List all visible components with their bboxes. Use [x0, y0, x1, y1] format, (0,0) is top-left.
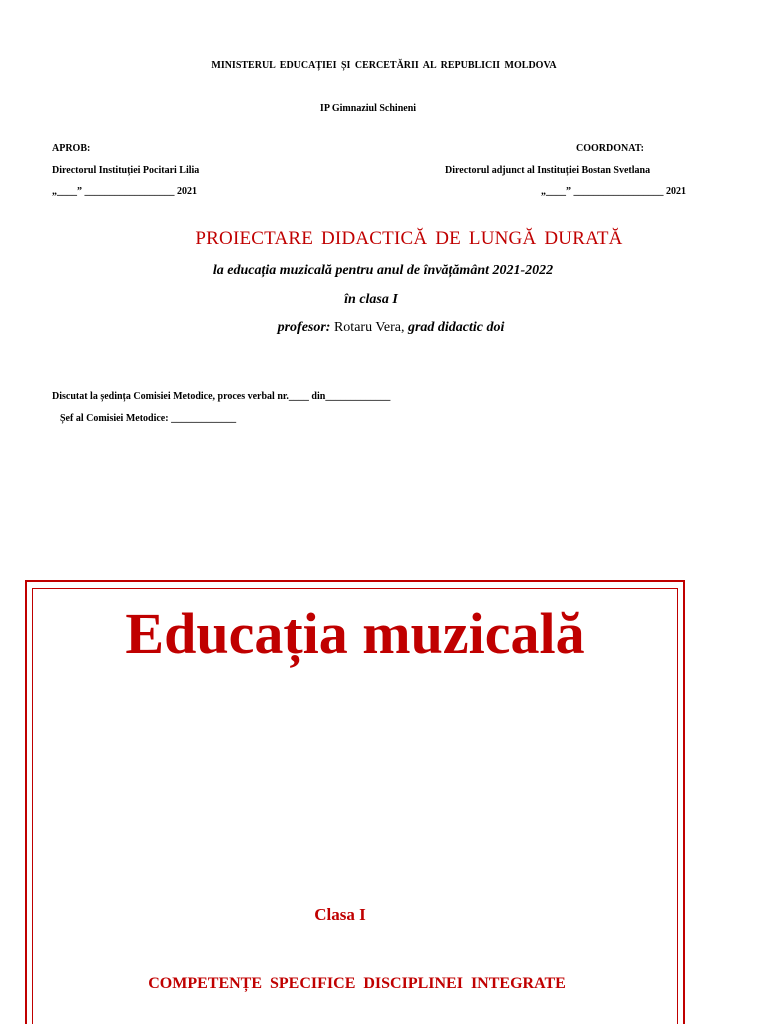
teacher-name: Rotaru Vera, [330, 320, 405, 335]
subject-line: la educația muzicală pentru anul de învățământ 2021-2022 [212, 263, 554, 278]
discussion-line: Discutat la ședința Comisiei Metodice, proces verbal nr.____ din_____________ [52, 391, 391, 402]
plan-title: PROIECTARE DIDACTICĂ DE LUNGĂ DURATĂ [195, 228, 623, 249]
deputy-director-name: Directorul adjunct al Instituției Bostan Svetlana [445, 165, 651, 176]
coordinated-date-line: „____” __________________ 2021 [541, 186, 686, 197]
competences-heading: COMPETENȚE SPECIFICE DISCIPLINEI INTEGRATE [148, 975, 566, 992]
cover-title: Educația muzicală [125, 601, 585, 666]
coordinated-label: COORDONAT: [576, 143, 644, 154]
teacher-line [0, 320, 768, 336]
approve-date-line: „____” __________________ 2021 [52, 186, 197, 197]
commission-head-line: Șef al Comisiei Metodice: _____________ [60, 413, 237, 424]
school-name: IP Gimnaziul Schineni [319, 103, 417, 114]
ministry-header: MINISTERUL EDUCAȚIEI ȘI CERCETĂRII AL REPUBLICII MOLDOVA [211, 60, 557, 71]
class-line: în clasa I [344, 292, 398, 307]
approve-label: APROB: [52, 143, 91, 154]
teacher-grade: grad didactic doi [404, 320, 505, 335]
cover-class: Clasa I [314, 905, 366, 924]
director-name: Directorul Instituției Pocitari Lilia [52, 165, 200, 176]
teacher-label: profesor: [277, 320, 331, 335]
